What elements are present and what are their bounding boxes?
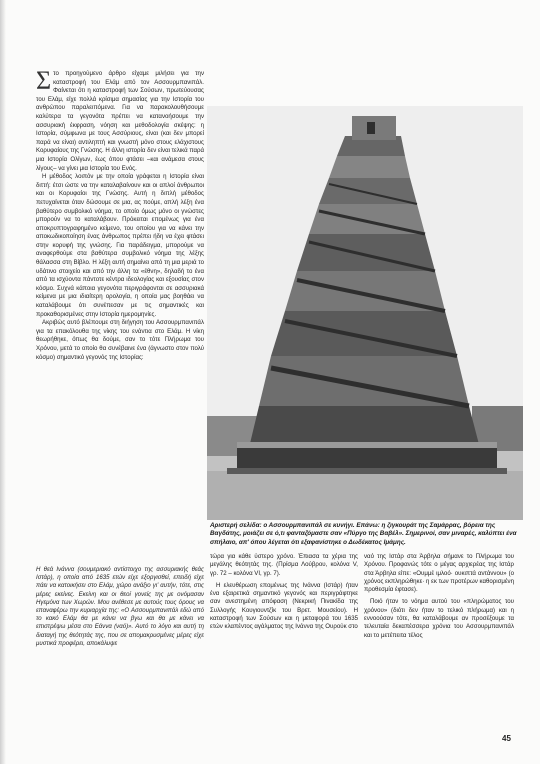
paragraph-narrative: Ακριβώς αυτό βλέπουμε στη διήγηση του Ασσουρμπανιπάλ για τα επακόλουθα της νίκης του ενάντια στο Ελάμ. Η νίκη θεωρήθηκε, όπως θα δούμε, σαν το τότε Πλήρωμα του Χρόνου, μετά το οποίο θα συνέβαινε ένα (άγνωστο στον πολύ κόσμο) σημαντικό γεγονός της Ιστορίας: <box>36 319 204 361</box>
opening-paragraph: Στο προηγούμενο άρθρο είχαμε μιλήσει για την καταστροφή του Ελάμ από τον Ασσουρμπανιπάλ. Φαίνεται ότι η καταστροφή των Σούσων, πρωτεύουσας του Ελάμ, είχε πολλά κρίσιμα σημασίας για την Ιστορία του ανθρώπου παραλειπόμενα. Για να παρακολουθήσουμε καλύτερα τα γεγονότα πρέπει να κατανοήσουμε την ασσυριακή έκφραση, νόηση και μεθοδολογία σκέψης: η Ιστορία, σύμφωνα με τους Ασσύριους, είναι (και δεν μπορεί παρά να είναι) αντιληπτή και γνωστή μόνο στους ελάχιστους Κορυφαίους της Γνώσης. Η άλλη ιστορία δεν είναι τελικά παρά μια Ιστορία Ολίγων, έως όπου φτάσει –και ανάμεσα στους λίγους– να γίνει μια Ιστορία του Ενός. <box>36 66 204 172</box>
middle-text-column <box>210 553 358 636</box>
spiral-minaret-image <box>207 106 523 520</box>
paragraph-right-1: ναό της Ιστάρ στα Άρβηλα σήμανε το Πλήρωμα του Χρόνου. Προφανώς τότε ο μέγας αρχιερέας της Ιστάρ στα Άρβηλα είπε: «Ουμμέ ιμλοό· ουκιπτά αντάννου» (ο χρόνος εκπληρώθηκε· η εκ των προτέρων καθορισμένη προθεσμία έφτασε). <box>364 553 514 594</box>
quoted-inscription: Η θεά Ινάννα (σουμεριακό αντίστοιχο της ασσυριακής θεάς Ιστάρ), η οποία από 1635 ετών είχε εξοργισθεί, επειδή είχε πάει να κατοικήσει στο Ελάμ, χώρο ανάξιο γι' αυτήν, τότε, στις μέρες εκείνες. Εκείνη και οι θεοί γονείς της με ονόμασαν Ηγεμόνα των Χωρών. Μου ανέθεσε με αυτούς τους όρους να επαναφέρω την κυριαρχία της: «Ο Ασσουρμπανιπάλ εδώ από το κακό Ελάμ θα με κάνει να βγω και θα με κάνει να επιστρέψω μέσα στο Εάννα (ναό)». Αυτό το λόγο και αυτή τη διαταγή της θεότητάς της, που σε απομακρυσμένες μέρες είχε μυστικά προφέρει, αποκάλυψε <box>36 566 204 647</box>
left-text-column <box>36 66 204 362</box>
paragraph-right-2: Ποιό ήταν το νόημα αυτού του «πληρώματος του χρόνου» (διότι δεν ήταν το τελικό πλήρωμα) και η εννοούσαν τότε, θα καταλάβουμε αν προσέξουμε τα τελευταία δεκαπέσσερα χρόνια του Ασσουρμπανιπάλ και το μετέπειτα τέλος <box>364 598 514 639</box>
paragraph-mid-2: Η ελευθέρωση επομένως της Ινάννα (Ιστάρ) ήταν ένα εξαιρετικά σημαντικό γεγονός και περιγράφτηκε σαν ανεστημένη απόφαση (Νεκρική Πινακίδα της Συλλογής Κουγιουντζίκ του Βρετ. Μουσείου). Η καταστροφή των Σούσων και η μεταφορά του 1635 ετών κλαπέντος αγάλματος της Ινάννα της Ουρούκ στο <box>210 581 358 631</box>
photo-caption: Αριστερή σελίδα: ο Ασσουρμπανιπάλ σε κυνήγι. Επάνω: η ζιγκουράτ της Σαμάρρας, βόρεια της Βαγδάτης, μοιάζει σε ό,τι φανταζόμαστε σαν «Πύργο της Βαβέλ». Σημερινοί, σαν μιναρές, καλύπτει ένα σπήλαιο, απ' όπου λέγεται ότι εξαφανίστηκε ο Δωδέκατος Ιμάμης. <box>210 522 517 546</box>
paragraph-mid-1: τώρα για κάθε ύστερο χρόνο. Έπιασα τα χέρια της μεγάλης θεότητάς της. (Πρίσμα Λούβρου, κολόνα V, γρ. 72 – κολόνα VI, γρ. 7). <box>210 553 358 577</box>
paragraph-method: Η μέθοδος λοιπόν με την οποία γράφεται η Ιστορία είναι διττή: έτσι ώστε να την καταλαβαίνουν και οι απλοί άνθρωποι και οι Κορυφαίοι της Γνώσης. Αυτή η διπλή μέθοδος πετυχαίνεται όταν δώσουμε σε μια, ας πούμε, απλή λέξη ένα βαθύτερο συμβολικό νόημα, το οποίο όμως μόνο οι γνώστες μπορούν να το καταλάβουν. Πρόκειται επομένως για ένα αποκρυπτογραφημένο κείμενο, του οποίου για να κάνει την αποκωδικοποίηση ένας άνθρωπος πρέπει ήδη να έχει φτάσει στην κορυφή της γνώσης. Για παράδειγμα, μπορούμε να αναφερθούμε στα βαθύτερα συμβολικό νόημα της λέξης θάλασσα στη Βίβλο. Η λέξη αυτή σημαίνει από τη μια μεριά το υδάτινο στοιχείο και από την άλλη τα «έθνη», δηλαδή το ένα από τα ισχύοντα πάντοτε κέντρα ιδεολογίας και εξουσίας στον κόσμο. Συχνά κάποια γεγονότα περιγράφονται σε ασσυριακά κείμενα με μια ιδιαίτερη ορολογία, η οποία μας βοηθάει να καταλάβουμε ότι συνέπεσαν με τις σημαντικές και προκαθορισμένες στην Ιστορία ημερομηνίες. <box>36 173 204 318</box>
ziggurat-photo <box>207 106 523 520</box>
page-number: 45 <box>502 734 511 743</box>
drop-cap: Σ <box>36 66 52 95</box>
right-text-column <box>364 553 514 644</box>
page-edge-shadow <box>0 0 6 764</box>
